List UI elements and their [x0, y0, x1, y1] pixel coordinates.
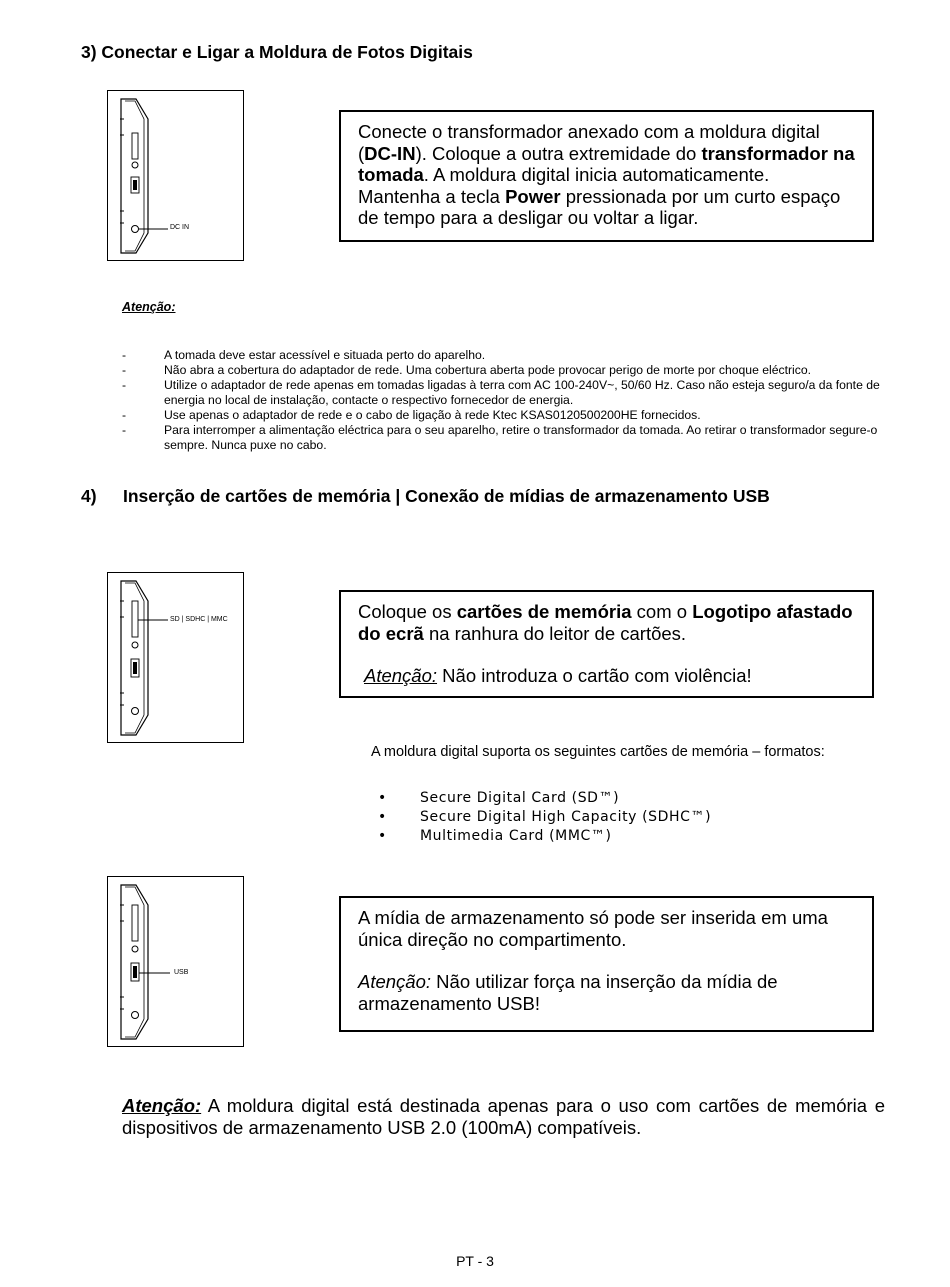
bullet: •: [378, 809, 387, 825]
compatibility-note: [122, 1095, 885, 1138]
format-text: Secure Digital Card (SD™): [420, 790, 620, 806]
device-side-figure-card-slot: [107, 572, 244, 743]
device-side-figure-dc-in: [107, 90, 244, 261]
warning-item: [122, 363, 882, 378]
warning-text: A tomada deve estar acessível e situada perto do aparelho.: [164, 348, 486, 362]
box-text: ). Coloque a outra extremidade do: [415, 142, 702, 164]
box-bold-memory-cards: cartões de memória: [456, 601, 632, 622]
device-side-drawing: [108, 91, 243, 260]
instruction-box-usb: [339, 896, 874, 1032]
dash: -: [122, 363, 127, 377]
box-bold-logo: Logotipo afastado do ecrã: [358, 601, 853, 644]
page-number: PT - 3: [456, 1253, 494, 1269]
box-text: pressionada por um curto espaço de tempo para a desligar ou voltar a ligar.: [358, 185, 841, 228]
box-bold-transformer: transformador na tomada: [358, 142, 855, 185]
instruction-box-memory-card: [339, 590, 874, 698]
box-bold-dc-in: DC-IN: [364, 142, 416, 164]
box-text: Conecte o transformador anexado com a moldura digital (: [358, 121, 820, 164]
section-4-heading: Inserção de cartões de memória | Conexão de mídias de armazenamento USB: [123, 486, 770, 506]
attention-label: Atenção:: [364, 665, 438, 686]
section-4-number: 4): [81, 486, 97, 506]
dash: -: [122, 378, 127, 392]
note-text: A moldura digital está destinada apenas para o uso com cartões de memória e dispositivos de armazenamento USB 2.0 (100mA) compatíveis.: [122, 1095, 885, 1138]
dash: -: [122, 423, 127, 437]
box-text: com o: [631, 601, 693, 622]
warning-text: Não abra a cobertura do adaptador de rede. Uma cobertura aberta pode provocar perigo de morte por choque eléctrico.: [164, 363, 812, 377]
warning-text: Use apenas o adaptador de rede e o cabo de ligação à rede Ktec KSAS0120500200HE fornecidos.: [164, 408, 701, 422]
format-text: Secure Digital High Capacity (SDHC™): [420, 809, 712, 825]
box-bold-power: Power: [505, 185, 561, 207]
warning-item: [122, 423, 882, 453]
format-text: Multimedia Card (MMC™): [420, 828, 612, 844]
device-side-figure-usb: [107, 876, 244, 1047]
bullet: •: [378, 828, 387, 844]
section-3-heading: 3) Conectar e Ligar a Moldura de Fotos Digitais: [81, 42, 473, 62]
figure-label-dc-in: DC IN: [170, 224, 190, 231]
device-side-drawing: [108, 877, 243, 1046]
warning-item: [122, 378, 882, 408]
box-text: Coloque os: [358, 601, 457, 622]
bullet: •: [378, 790, 387, 806]
warning-text: Para interromper a alimentação eléctrica para o seu aparelho, retire o transformador da tomada. Ao retirar o transformador segure-o sempre. Nunca puxe no cabo.: [164, 423, 878, 452]
dash: -: [122, 408, 127, 422]
box-paragraph: A mídia de armazenamento só pode ser inserida em uma única direção no compartimento.: [358, 907, 828, 950]
formats-intro: A moldura digital suporta os seguintes cartões de memória – formatos:: [371, 744, 825, 760]
device-side-drawing: [108, 573, 243, 742]
instruction-box-connect: [339, 110, 874, 242]
box-paragraph: [358, 601, 855, 644]
attention-label: Atenção:: [122, 1095, 202, 1116]
box-text: . A moldura digital inicia automaticamente. Mantenha a tecla: [358, 164, 770, 207]
attention-text: Não utilizar força na inserção da mídia de armazenamento USB!: [358, 971, 778, 1014]
attention-text: Não introduza o cartão com violência!: [437, 665, 752, 686]
warnings-list: [122, 348, 882, 453]
box-text: na ranhura do leitor de cartões.: [423, 622, 687, 644]
warning-item: [122, 408, 882, 423]
box-attention: [358, 665, 855, 687]
attention-heading: Atenção:: [122, 300, 176, 314]
warning-text: Utilize o adaptador de rede apenas em tomadas ligadas à terra com AC 100-240V~, 50/60 Hz. Caso não esteja seguro/a da fonte de energia no local de instalação, contacte o respectivo fornecedor de energia.: [164, 378, 880, 407]
box-attention: [358, 971, 855, 1014]
figure-label-card-slot: SD | SDHC | MMC: [170, 616, 228, 623]
attention-label: Atenção:: [358, 971, 432, 992]
dash: -: [122, 348, 127, 362]
figure-label-usb: USB: [174, 969, 189, 976]
warning-item: [122, 348, 882, 363]
